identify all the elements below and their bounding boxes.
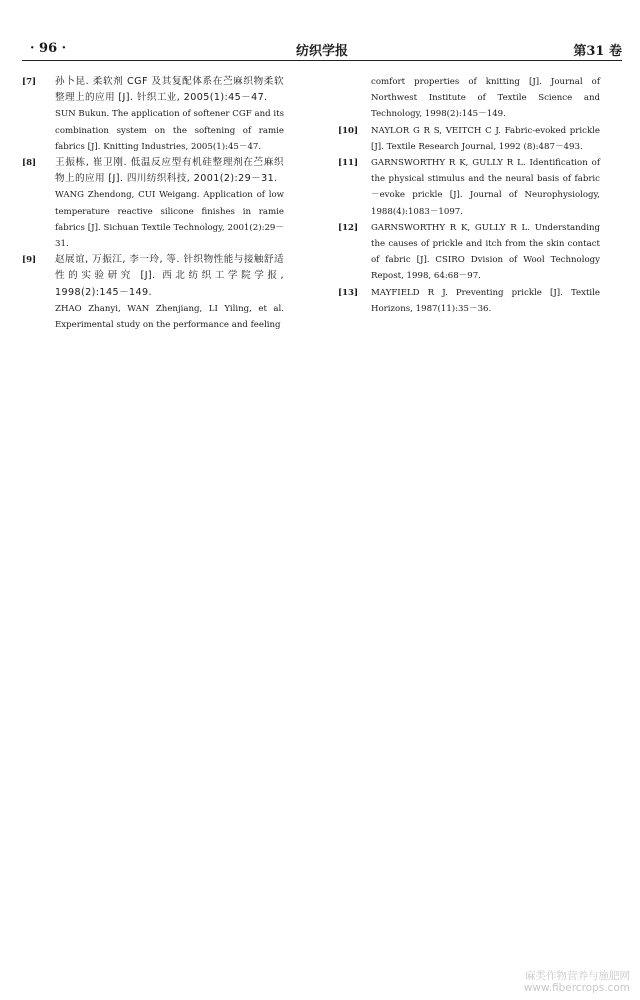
reference-number: [8] [22,158,37,169]
journal-title: 纺织学报 [295,44,348,59]
reference-number: [10] [338,125,359,136]
reference-zh: 王振栋, 崔卫刚. 低温反应型有机硅整理剂在苎麻织物上的应用 [J]. 四川纺织科技, 2001(2):29－31. [55,157,284,185]
reference-en: NAYLOR G R S, VEITCH C J. Fabric-evoked prickle [J]. Textile Research Journal, 1992 (8):487－493. [371,125,600,152]
page-number: · 96 · [30,41,67,56]
reference-en: SUN Bukun. The application of softener CGF and its combination system on the softening of ramie fabrics [J]. Knitting Industries, 2005(1):45－47. [55,109,284,152]
reference-en: MAYFIELD R J. Preventing prickle [J]. Textile Horizons, 1987(11):35－36. [371,287,600,314]
reference-number: [12] [338,222,359,233]
reference-number: [7] [22,77,37,87]
header-rule [22,60,622,61]
reference-9 [22,252,284,333]
reference-10 [338,123,600,155]
reference-en: WANG Zhendong, CUI Weigang. Application of low temperature reactive silicone finishes in ramie fabrics [J]. Sichuan Textile Technology, 2001(2):29－31. [55,190,284,250]
watermark-text: 麻类作物营养与施肥网 [525,970,630,982]
reference-zh: 孙卜昆. 柔软剂 CGF 及其复配体系在苎麻织物柔软整理上的应用 [J]. 针织工业, 2005(1):45－47. [55,76,284,104]
reference-7 [22,74,284,155]
reference-13 [338,285,600,317]
reference-11 [338,155,600,220]
reference-9-continued [338,74,600,123]
running-header [22,38,622,60]
reference-en: GARNSWORTHY R K, GULLY R L. Understanding the causes of prickle and itch from the skin contact of fabric [J]. CSIRO Dvision of Wool Technology Repost, 1998, 64:68－97. [371,222,600,282]
volume-label: 第31 卷 [573,44,622,59]
right-column [338,74,600,317]
reference-en: GARNSWORTHY R K, GULLY R L. Identification of the physical stimulus and the neural basis of fabric－evoke prickle [J]. Journal of Neurophysiology, 1988(4):1083－1097. [371,158,600,217]
reference-zh: 赵展谊, 万振江, 李一玲, 等. 针织物性能与接触舒适性的实验研究 [J]. 西北纺织工学院学报, 1998(2):145－149. [55,254,284,298]
reference-12 [338,220,600,285]
left-column [22,74,284,333]
reference-8 [22,155,284,252]
watermark-url: www.fibercrops.com [523,982,630,994]
reference-number: [13] [338,287,359,298]
reference-number: [11] [338,158,359,169]
reference-number: [9] [22,255,37,266]
reference-en: ZHAO Zhanyi, WAN Zhenjiang, LI Yiling, et al. Experimental study on the performance and feeling [55,303,284,331]
reference-en: comfort properties of knitting [J]. Journal of Northwest Institute of Textile Science and Technology, 1998(2):145－149. [371,77,600,120]
watermark [524,970,630,994]
